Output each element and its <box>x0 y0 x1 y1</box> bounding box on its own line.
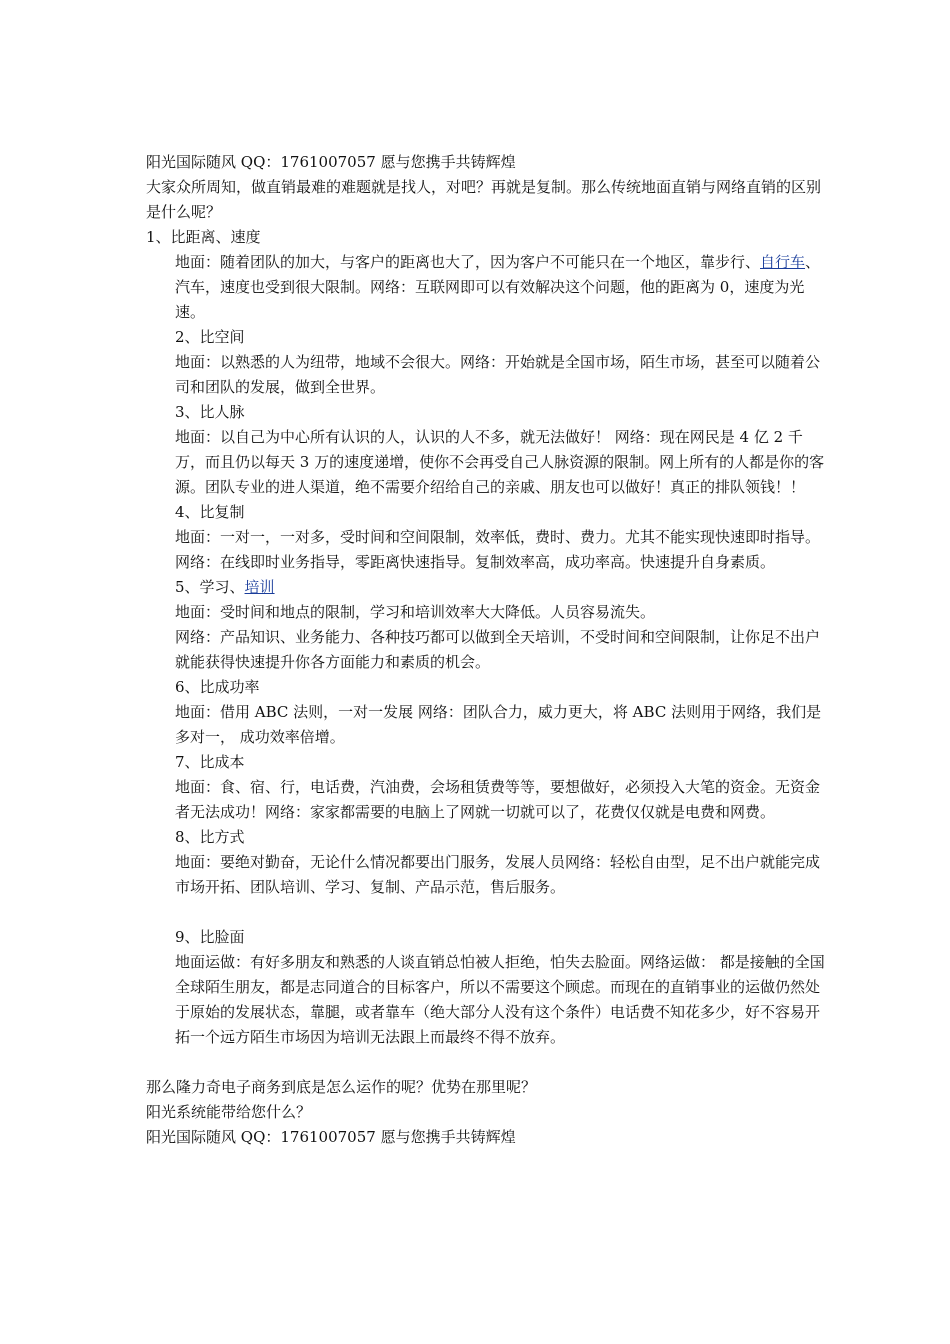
section-7-title: 7、比成本 <box>175 753 245 771</box>
training-link[interactable]: 培训 <box>244 578 275 596</box>
section-4-text: 地面：一对一，一对多，受时间和空间限制，效率低，费时、费力。尤其不能实现快速即时指导。网络：在线即时业务指导，零距离快速指导。复制效率高，成功率高。快速提升自身素质。 <box>175 528 821 571</box>
section-8-title: 8、比方式 <box>175 828 245 846</box>
outro-question-2: 阳光系统能带给您什么？ <box>146 1103 312 1121</box>
section-5-title <box>146 575 826 600</box>
intro-paragraph: 大家众所周知，做直销最难的难题就是找人，对吧？再就是复制。那么传统地面直销与网络直销的区别是什么呢？ <box>146 178 822 221</box>
bicycle-link[interactable]: 自行车 <box>760 253 806 271</box>
outro-question-1: 那么隆力奇电子商务到底是怎么运作的呢？优势在那里呢？ <box>146 1078 537 1096</box>
section-5-title-text: 5、学习、 <box>175 578 245 596</box>
section-9-title: 9、比脸面 <box>175 928 245 946</box>
section-4-title: 4、比复制 <box>175 503 245 521</box>
header-line: 阳光国际随风 QQ：1761007057 愿与您携手共铸辉煌 <box>146 153 516 171</box>
section-7-text: 地面：食、宿、行，电话费，汽油费，会场租赁费等等，要想做好，必须投入大笔的资金。无资金者无法成功！网络：家家都需要的电脑上了网就一切就可以了，花费仅仅就是电费和网费。 <box>175 778 821 821</box>
section-8-text: 地面：要绝对勤奋，无论什么情况都要出门服务，发展人员网络：轻松自由型，足不出户就能完成市场开拓、团队培训、学习、复制、产品示范，售后服务。 <box>175 853 821 896</box>
section-3-text: 地面：以自己为中心所有认识的人，认识的人不多，就无法做好！ 网络：现在网民是 4 亿 2 千万，而且仍以每天 3 万的速度递增，使你不会再受自己人脉资源的限制。网上所有的人都是你的客源。团队专业的进人渠道，绝不需要介绍给自己的亲戚、朋友也可以做好！真正的排队领钱！！ <box>175 428 825 496</box>
section-6-text: 地面：借用 ABC 法则，一对一发展 网络：团队合力，威力更大，将 ABC 法则用于网络，我们是多对一， 成功效率倍增。 <box>175 703 822 746</box>
section-6-title: 6、比成功率 <box>175 678 260 696</box>
section-1-text <box>146 250 826 325</box>
blank-line <box>146 900 826 925</box>
section-2-text: 地面：以熟悉的人为纽带，地域不会很大。网络：开始就是全国市场，陌生市场，甚至可以随着公司和团队的发展，做到全世界。 <box>175 353 821 396</box>
section-9-text: 地面运做：有好多朋友和熟悉的人谈直销总怕被人拒绝，怕失去脸面。网络运做： 都是接触的全国全球陌生朋友，都是志同道合的目标客户，所以不需要这个顾虑。而现在的直销事业的运做仍然处于原始的发展状态，靠腿，或者靠车（绝大部分人没有这个条件）电话费不知花多少，好不容易开拓一个远方陌生市场因为培训无法跟上而最终不得不放弃。 <box>175 953 825 1046</box>
section-3-title: 3、比人脉 <box>175 403 245 421</box>
document-body <box>146 150 826 1150</box>
section-2-title: 2、比空间 <box>175 328 245 346</box>
section-5-text-2: 网络：产品知识、业务能力、各种技巧都可以做到全天培训，不受时间和空间限制，让你足不出户就能获得快速提升你各方面能力和素质的机会。 <box>175 628 821 671</box>
footer-line: 阳光国际随风 QQ：1761007057 愿与您携手共铸辉煌 <box>146 1128 516 1146</box>
section-1-title: 1、比距离、速度 <box>146 228 261 246</box>
section-5-text-1: 地面：受时间和地点的限制，学习和培训效率大大降低。人员容易流失。 <box>175 603 656 621</box>
blank-line <box>146 1050 826 1075</box>
section-1-text-b: 、汽车，速度也受到很大限制。网络：互联网即可以有效解决这个问题，他的距离为 0，速度为光速。 <box>175 253 821 321</box>
section-1-text-a: 地面：随着团队的加大，与客户的距离也大了，因为客户不可能只在一个地区，靠步行、 <box>175 253 761 271</box>
